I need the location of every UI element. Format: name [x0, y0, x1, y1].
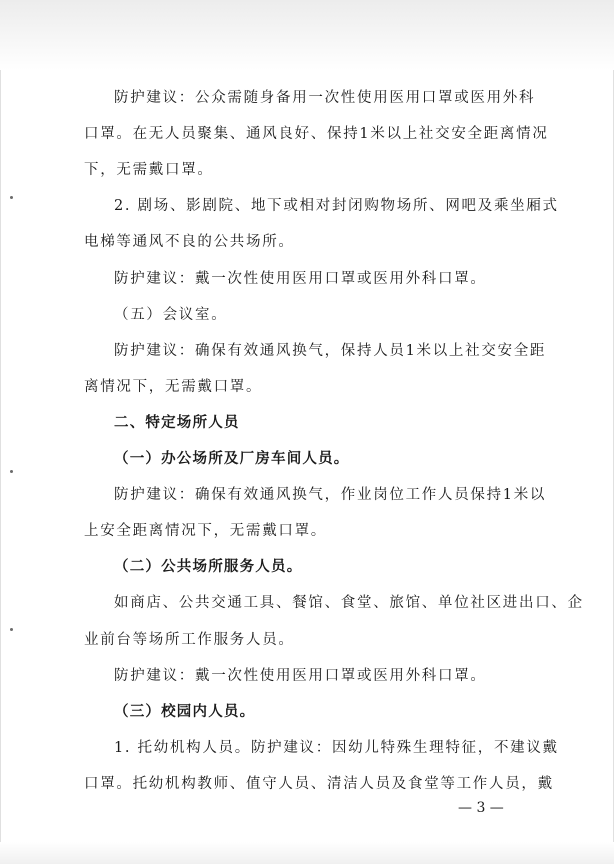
- paragraph-line: 如商店、公共交通工具、餐馆、食堂、旅馆、单位社区进出口、企: [114, 595, 584, 611]
- paragraph-line: 防护建议：戴一次性使用医用口罩或医用外科口罩。: [114, 668, 487, 684]
- paragraph-line: 防护建议：戴一次性使用医用口罩或医用外科口罩。: [114, 271, 487, 287]
- scan-mark: [10, 628, 13, 631]
- paragraph-line: 离情况下，无需戴口罩。: [84, 379, 263, 395]
- scan-mark: [10, 470, 13, 473]
- paragraph-line: 防护建议：公众需随身备用一次性使用医用口罩或医用外科: [114, 90, 536, 106]
- section-subheading: （三）校园内人员。: [114, 703, 256, 720]
- page-number: — 3 —: [458, 800, 504, 816]
- paragraph-line: 业前台等场所工作服务人员。: [84, 632, 295, 648]
- section-heading: 二、特定场所人员: [114, 414, 240, 431]
- paragraph-line: 口罩。在无人员聚集、通风良好、保持1米以上社交安全距离情况: [84, 126, 549, 142]
- section-subheading: （五）会议室。: [114, 307, 228, 323]
- section-subheading: （二）公共场所服务人员。: [114, 558, 303, 575]
- paragraph-line: 1. 托幼机构人员。防护建议：因幼儿特殊生理特征，不建议戴: [114, 740, 559, 756]
- paragraph-line: 防护建议：确保有效通风换气，保持人员1米以上社交安全距: [114, 343, 547, 359]
- section-subheading: （一）办公场所及厂房车间人员。: [114, 450, 350, 467]
- paragraph-line: 2. 剧场、影剧院、地下或相对封闭购物场所、网吧及乘坐厢式: [114, 198, 559, 214]
- paragraph-line: 电梯等通风不良的公共场所。: [84, 234, 295, 250]
- paragraph-line: 口罩。托幼机构教师、值守人员、清洁人员及食堂等工作人员，戴: [84, 776, 554, 792]
- scan-mark: [10, 196, 13, 199]
- paragraph-line: 下，无需戴口罩。: [84, 162, 214, 178]
- scan-top-shadow: [0, 0, 614, 70]
- paragraph-line: 上安全距离情况下，无需戴口罩。: [84, 523, 327, 539]
- scan-bottom-shadow: [0, 842, 614, 864]
- paragraph-line: 防护建议：确保有效通风换气，作业岗位工作人员保持1米以: [114, 487, 547, 503]
